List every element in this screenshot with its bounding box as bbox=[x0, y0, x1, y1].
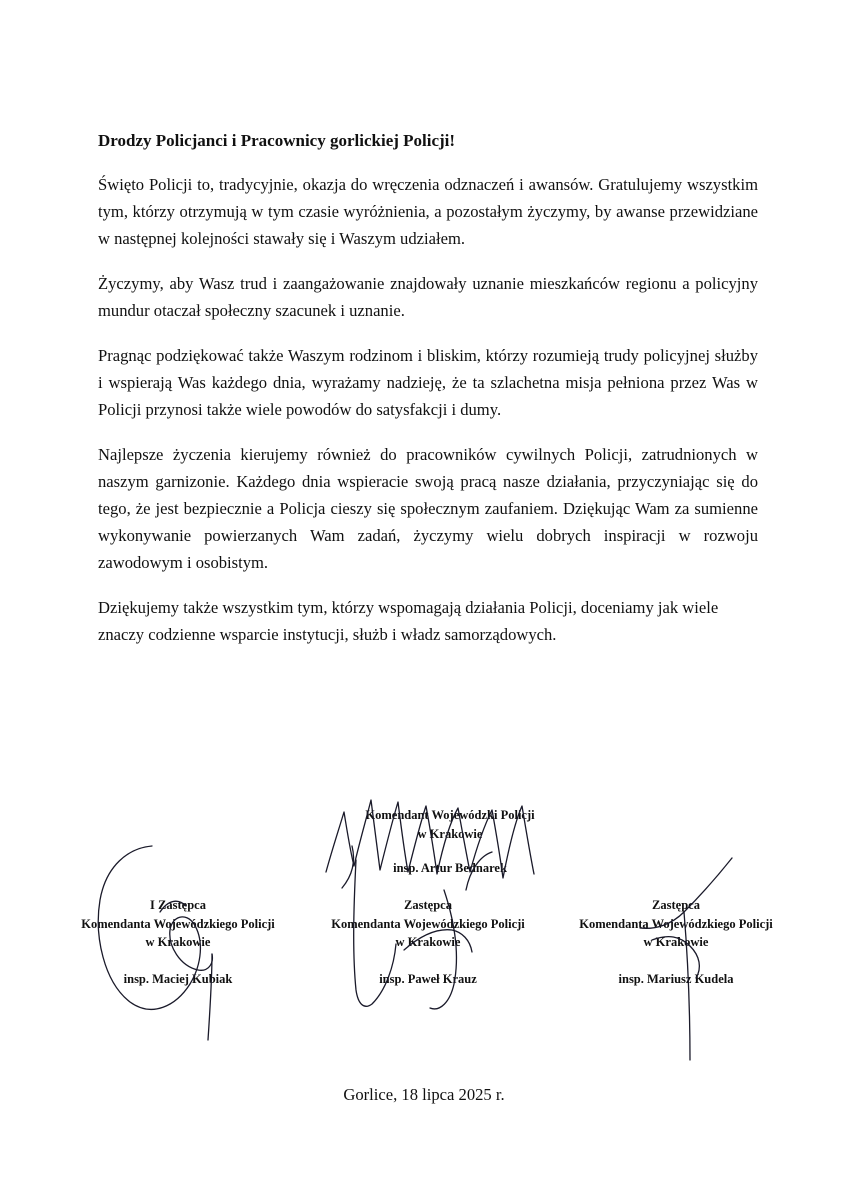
signature-block-commander bbox=[330, 806, 570, 878]
place-and-date: Gorlice, 18 lipca 2025 r. bbox=[343, 1085, 505, 1104]
signature-block-deputy-center bbox=[318, 896, 538, 988]
signature-block-first-deputy bbox=[68, 896, 288, 988]
signature-title: Zastępca bbox=[652, 898, 700, 912]
signature-block-deputy-right bbox=[566, 896, 786, 988]
signature-location: w Krakowie bbox=[643, 935, 709, 949]
signature-title-org: Komendanta Wojewódzkiego Policji bbox=[579, 916, 773, 931]
signature-title: Zastępca bbox=[404, 898, 452, 912]
letter-body bbox=[98, 171, 758, 666]
signature-location: w Krakowie bbox=[417, 826, 483, 841]
signature-name: insp. Maciej Kubiak bbox=[123, 971, 233, 986]
paragraph-wishes: Życzymy, aby Wasz trud i zaangażowanie znajdowały uznanie mieszkańców regionu a policyjny mundur otaczał społeczny szacunek i uznanie. bbox=[98, 274, 758, 320]
signature-location: w Krakowie bbox=[395, 935, 461, 949]
signature-title: Komendant Wojewódzki Policji bbox=[365, 808, 535, 822]
signature-title-org: Komendanta Wojewódzkiego Policji bbox=[81, 916, 275, 931]
signature-name: insp. Artur Bednarek bbox=[393, 861, 507, 875]
signature-title: I Zastępca bbox=[150, 898, 206, 912]
signature-location: w Krakowie bbox=[145, 935, 211, 949]
paragraph-support: Dziękujemy także wszystkim tym, którzy wspomagają działania Policji, doceniamy jak wiele znaczy codzienne wsparcie instytucji, służb i władz samorządowych. bbox=[98, 598, 719, 644]
signature-name: insp. Paweł Krauz bbox=[379, 971, 477, 986]
signature-name: insp. Mariusz Kudela bbox=[618, 971, 734, 986]
letter-greeting: Drodzy Policjanci i Pracownicy gorlickiej Policji! bbox=[98, 131, 456, 150]
signature-title-org: Komendanta Wojewódzkiego Policji bbox=[331, 916, 525, 931]
paragraph-awards: Święto Policji to, tradycyjnie, okazja do wręczenia odznaczeń i awansów. Gratulujemy wszystkim tym, którzy otrzymują w tym czasie wyróżnienia, a pozostałym życzymy, by awanse przewidziane w następnej kolejności stawały się i Waszym udziałem. bbox=[98, 175, 758, 248]
paragraph-civil-staff: Najlepsze życzenia kierujemy również do pracowników cywilnych Policji, zatrudnionych w naszym garnizonie. Każdego dnia wspieracie swoją pracą nasze działania, przyczyniając się do tego, że jest bezpiecznie a Policja cieszy się społecznym zaufaniem. Dziękując Wam za sumienne wykonywanie powierzanych Wam zadań, życzymy wielu dobrych inspiracji w rozwoju zawodowym i osobistym. bbox=[98, 445, 758, 572]
paragraph-families: Pragnąc podziękować także Waszym rodzinom i bliskim, którzy rozumieją trudy policyjnej służby i wspierają Was każdego dnia, wyrażamy nadzieję, że ta szlachetna misja pełniona przez Was w Policji przynosi także wiele powodów do satysfakcji i dumy. bbox=[98, 346, 758, 419]
